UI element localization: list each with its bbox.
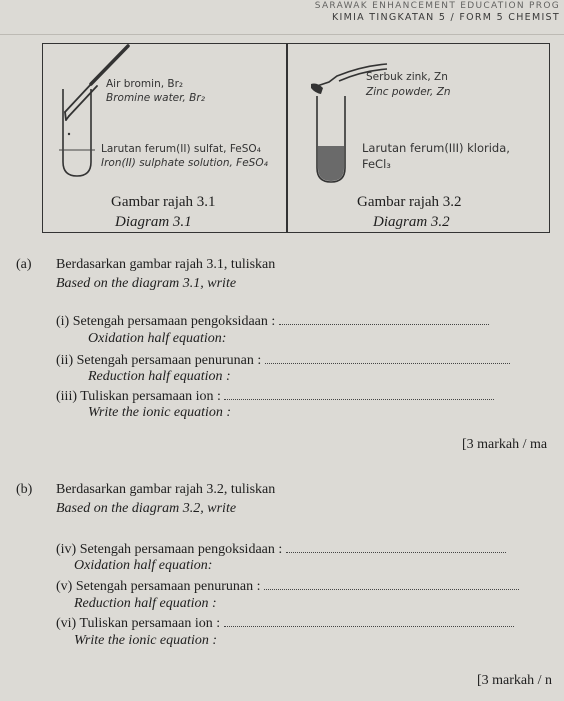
- spatula-test-tube-illustration: [287, 44, 549, 194]
- part-b-label: (b): [16, 482, 33, 497]
- header-subject: KIMIA TINGKATAN 5 / FORM 5 CHEMIST: [331, 12, 560, 23]
- question-i-text: (i) Setengah persamaan pengoksidaan :: [56, 314, 276, 329]
- question-v-text: (v) Setengah persamaan penurunan :: [56, 579, 261, 594]
- header-programme: SARAWAK ENHANCEMENT EDUCATION PROG: [314, 1, 560, 11]
- answer-line-v[interactable]: [264, 577, 519, 590]
- answer-line-vi[interactable]: [224, 614, 514, 627]
- answer-line-iv[interactable]: [286, 540, 506, 553]
- fe-chloride-formula: FeCl₃: [362, 157, 391, 171]
- zinc-label: Serbuk zink, Zn: [366, 71, 448, 83]
- question-v: [56, 577, 519, 595]
- dropper-test-tube-illustration: [43, 44, 286, 194]
- part-a-label: (a): [16, 257, 32, 272]
- question-iii-en: Write the ionic equation :: [88, 405, 232, 420]
- question-iv-text: (iv) Setengah persamaan pengoksidaan :: [56, 542, 283, 557]
- part-b-intro: Berdasarkan gambar rajah 3.2, tuliskan: [56, 482, 276, 497]
- diagram-box: [42, 43, 550, 233]
- question-v-en: Reduction half equation :: [74, 596, 217, 611]
- diagram-3-2-caption: Gambar rajah 3.2: [357, 194, 462, 210]
- question-iii: [56, 387, 494, 405]
- question-ii-en: Reduction half equation :: [88, 369, 231, 384]
- question-i-en: Oxidation half equation:: [88, 331, 227, 346]
- bromine-label-en: Bromine water, Br₂: [106, 92, 205, 104]
- question-vi: [56, 614, 514, 632]
- test-tube-icon: [63, 89, 91, 176]
- part-a-intro-en: Based on the diagram 3.1, write: [56, 276, 237, 291]
- question-iv: [56, 540, 506, 558]
- question-ii-text: (ii) Setengah persamaan penurunan :: [56, 353, 262, 368]
- part-a-intro: Berdasarkan gambar rajah 3.1, tuliskan: [56, 257, 276, 272]
- fe-sulfate-label-en: Iron(II) sulphate solution, FeSO₄: [101, 157, 268, 169]
- question-vi-text: (vi) Tuliskan persamaan ion :: [56, 616, 221, 631]
- fe-chloride-label: Larutan ferum(III) klorida,: [362, 141, 510, 155]
- diagram-3-1-caption-en: Diagram 3.1: [115, 214, 192, 230]
- bromine-label: Air bromin, Br₂: [106, 78, 184, 90]
- question-ii: [56, 351, 510, 369]
- question-i: [56, 312, 489, 330]
- answer-line-ii[interactable]: [265, 351, 510, 364]
- zinc-label-en: Zinc powder, Zn: [366, 86, 451, 98]
- answer-line-iii[interactable]: [224, 387, 494, 400]
- part-b-intro-en: Based on the diagram 3.2, write: [56, 501, 237, 516]
- part-b-marks: [3 markah / n: [477, 673, 553, 688]
- part-a-marks: [3 markah / ma: [462, 437, 548, 452]
- fe-sulfate-label: Larutan ferum(II) sulfat, FeSO₄: [101, 143, 261, 155]
- header-rule: [0, 34, 564, 35]
- answer-line-i[interactable]: [279, 312, 489, 325]
- diagram-3-1-caption: Gambar rajah 3.1: [111, 194, 216, 210]
- question-iv-en: Oxidation half equation:: [74, 558, 213, 573]
- diagram-3-2-caption-en: Diagram 3.2: [373, 214, 450, 230]
- question-vi-en: Write the ionic equation :: [74, 633, 218, 648]
- question-iii-text: (iii) Tuliskan persamaan ion :: [56, 389, 221, 404]
